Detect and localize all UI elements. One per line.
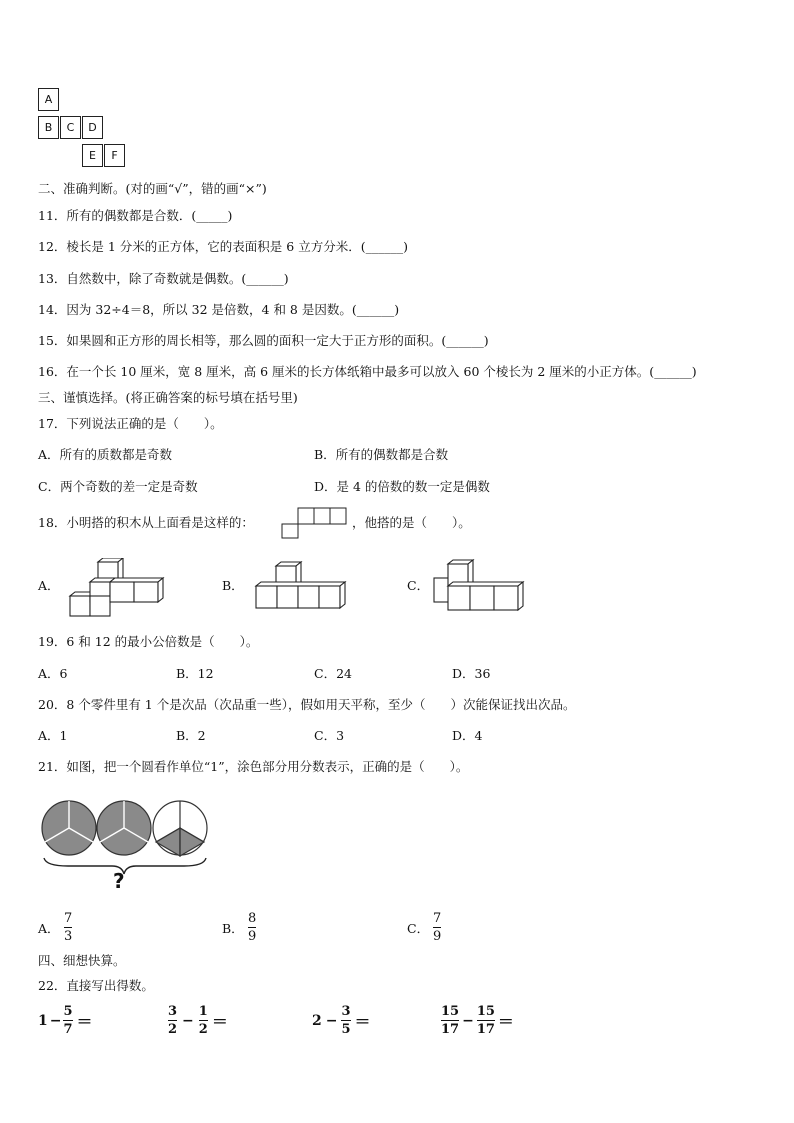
numerator: 15 bbox=[476, 1004, 495, 1019]
denominator: 17 bbox=[441, 1022, 460, 1037]
numerator: 7 bbox=[433, 911, 442, 926]
expression-1 bbox=[38, 1004, 93, 1037]
denominator: 9 bbox=[433, 929, 442, 944]
expr-equals: ＝ bbox=[76, 1012, 93, 1031]
q19-option-b: B．12 bbox=[176, 666, 214, 681]
net-cell: D bbox=[82, 116, 103, 139]
q20-option-c: C．3 bbox=[314, 728, 345, 743]
question-18-stem-after: ，他搭的是（ ）。 bbox=[352, 515, 471, 530]
expr-operator: − bbox=[462, 1012, 474, 1029]
expr-equals: ＝ bbox=[354, 1012, 371, 1031]
denominator: 2 bbox=[168, 1022, 178, 1037]
expr-fraction bbox=[168, 1004, 177, 1037]
expr-equals: ＝ bbox=[497, 1012, 514, 1031]
question-22-stem: 22．直接写出得数。 bbox=[38, 978, 154, 993]
numerator: 5 bbox=[63, 1004, 73, 1019]
section-3-heading: 三、谨慎选择。(将正确答案的标号填在括号里) bbox=[38, 390, 298, 405]
q18-option-b-label: B． bbox=[222, 578, 244, 593]
question-15: 15．如果圆和正方形的周长相等，那么圆的面积一定大于正方形的面积。(______) bbox=[38, 333, 489, 348]
denominator: 17 bbox=[476, 1022, 495, 1037]
q18-option-a-blocks bbox=[66, 558, 166, 618]
q21-option-b-label: B． bbox=[222, 921, 244, 936]
q20-option-d: D．4 bbox=[452, 728, 483, 743]
net-cell: B bbox=[38, 116, 59, 139]
section-4-heading: 四、细想快算。 bbox=[38, 953, 126, 968]
denominator: 3 bbox=[64, 929, 73, 944]
denominator: 2 bbox=[198, 1022, 208, 1037]
q18-option-b-blocks bbox=[254, 558, 354, 618]
q17-option-b: B．所有的偶数都是合数 bbox=[314, 447, 449, 462]
question-16: 16．在一个长 10 厘米，宽 8 厘米，高 6 厘米的长方体纸箱中最多可以放入 60 个棱长为 2 厘米的小正方体。(______) bbox=[38, 364, 697, 379]
expr-fraction bbox=[441, 1004, 459, 1037]
expr-fraction bbox=[199, 1004, 208, 1037]
expr-fraction bbox=[341, 1004, 350, 1037]
q21-option-a-label: A． bbox=[38, 921, 60, 936]
question-17-stem: 17．下列说法正确的是（ ）。 bbox=[38, 416, 223, 431]
expr-operator: − bbox=[182, 1012, 194, 1029]
expression-3 bbox=[312, 1004, 371, 1037]
net-cell: E bbox=[82, 144, 103, 167]
numerator: 3 bbox=[168, 1004, 178, 1019]
q21-option-c-label: C． bbox=[407, 921, 430, 936]
expr-operator: − bbox=[325, 1012, 338, 1029]
question-21-stem: 21．如图，把一个圆看作单位“1”，涂色部分用分数表示，正确的是（ ）。 bbox=[38, 759, 469, 774]
q17-option-d: D．是 4 的倍数的数一定是偶数 bbox=[314, 479, 490, 494]
q19-option-a: A．6 bbox=[38, 666, 68, 681]
net-cell: A bbox=[38, 88, 59, 111]
numerator: 7 bbox=[64, 911, 73, 926]
q18-option-a-label: A． bbox=[38, 578, 60, 593]
question-13: 13．自然数中，除了奇数就是偶数。(______) bbox=[38, 271, 289, 286]
expr-operator: − bbox=[49, 1012, 62, 1029]
numerator: 1 bbox=[198, 1004, 208, 1019]
expr-number: 1 bbox=[38, 1012, 48, 1029]
q17-option-a: A．所有的质数都是奇数 bbox=[38, 447, 173, 462]
expr-fraction bbox=[63, 1004, 72, 1037]
expr-fraction bbox=[477, 1004, 495, 1037]
three-circles-figure bbox=[38, 796, 218, 896]
q21-option-a-fraction bbox=[64, 911, 72, 944]
q19-option-d: D．36 bbox=[452, 666, 491, 681]
net-cell: F bbox=[104, 144, 125, 167]
q21-option-c-fraction bbox=[433, 911, 441, 944]
expr-equals: ＝ bbox=[211, 1012, 228, 1031]
expr-number: 2 bbox=[312, 1012, 322, 1029]
denominator: 5 bbox=[341, 1022, 351, 1037]
q19-option-c: C．24 bbox=[314, 666, 352, 681]
question-11: 11．所有的偶数都是合数．(_____) bbox=[38, 208, 233, 223]
question-19-stem: 19．6 和 12 的最小公倍数是（ ）。 bbox=[38, 634, 259, 649]
q18-option-c-blocks bbox=[430, 558, 530, 618]
question-14: 14．因为 32÷4＝8，所以 32 是倍数，4 和 8 是因数。(______) bbox=[38, 302, 400, 317]
denominator: 7 bbox=[63, 1022, 73, 1037]
numerator: 3 bbox=[341, 1004, 351, 1019]
q18-option-c-label: C． bbox=[407, 578, 430, 593]
question-18-stem-before: 18．小明搭的积木从上面看是这样的： bbox=[38, 515, 254, 530]
q21-question-mark: ? bbox=[113, 869, 125, 893]
question-20-stem: 20．8 个零件里有 1 个是次品（次品重一些），假如用天平称，至少（ ）次能保证找出次品。 bbox=[38, 697, 576, 712]
expression-4 bbox=[441, 1004, 514, 1037]
q20-option-b: B．2 bbox=[176, 728, 206, 743]
expression-2 bbox=[168, 1004, 228, 1037]
numerator: 8 bbox=[248, 911, 257, 926]
top-view-figure bbox=[280, 506, 350, 540]
section-2-heading: 二、准确判断。(对的画“√”，错的画“×”) bbox=[38, 181, 267, 196]
q20-option-a: A．1 bbox=[38, 728, 68, 743]
numerator: 15 bbox=[441, 1004, 460, 1019]
denominator: 9 bbox=[248, 929, 257, 944]
net-cell: C bbox=[60, 116, 81, 139]
q17-option-c: C．两个奇数的差一定是奇数 bbox=[38, 479, 198, 494]
q21-option-b-fraction bbox=[248, 911, 256, 944]
question-12: 12．棱长是 1 分米的正方体，它的表面积是 6 立方分米．(______) bbox=[38, 239, 408, 254]
